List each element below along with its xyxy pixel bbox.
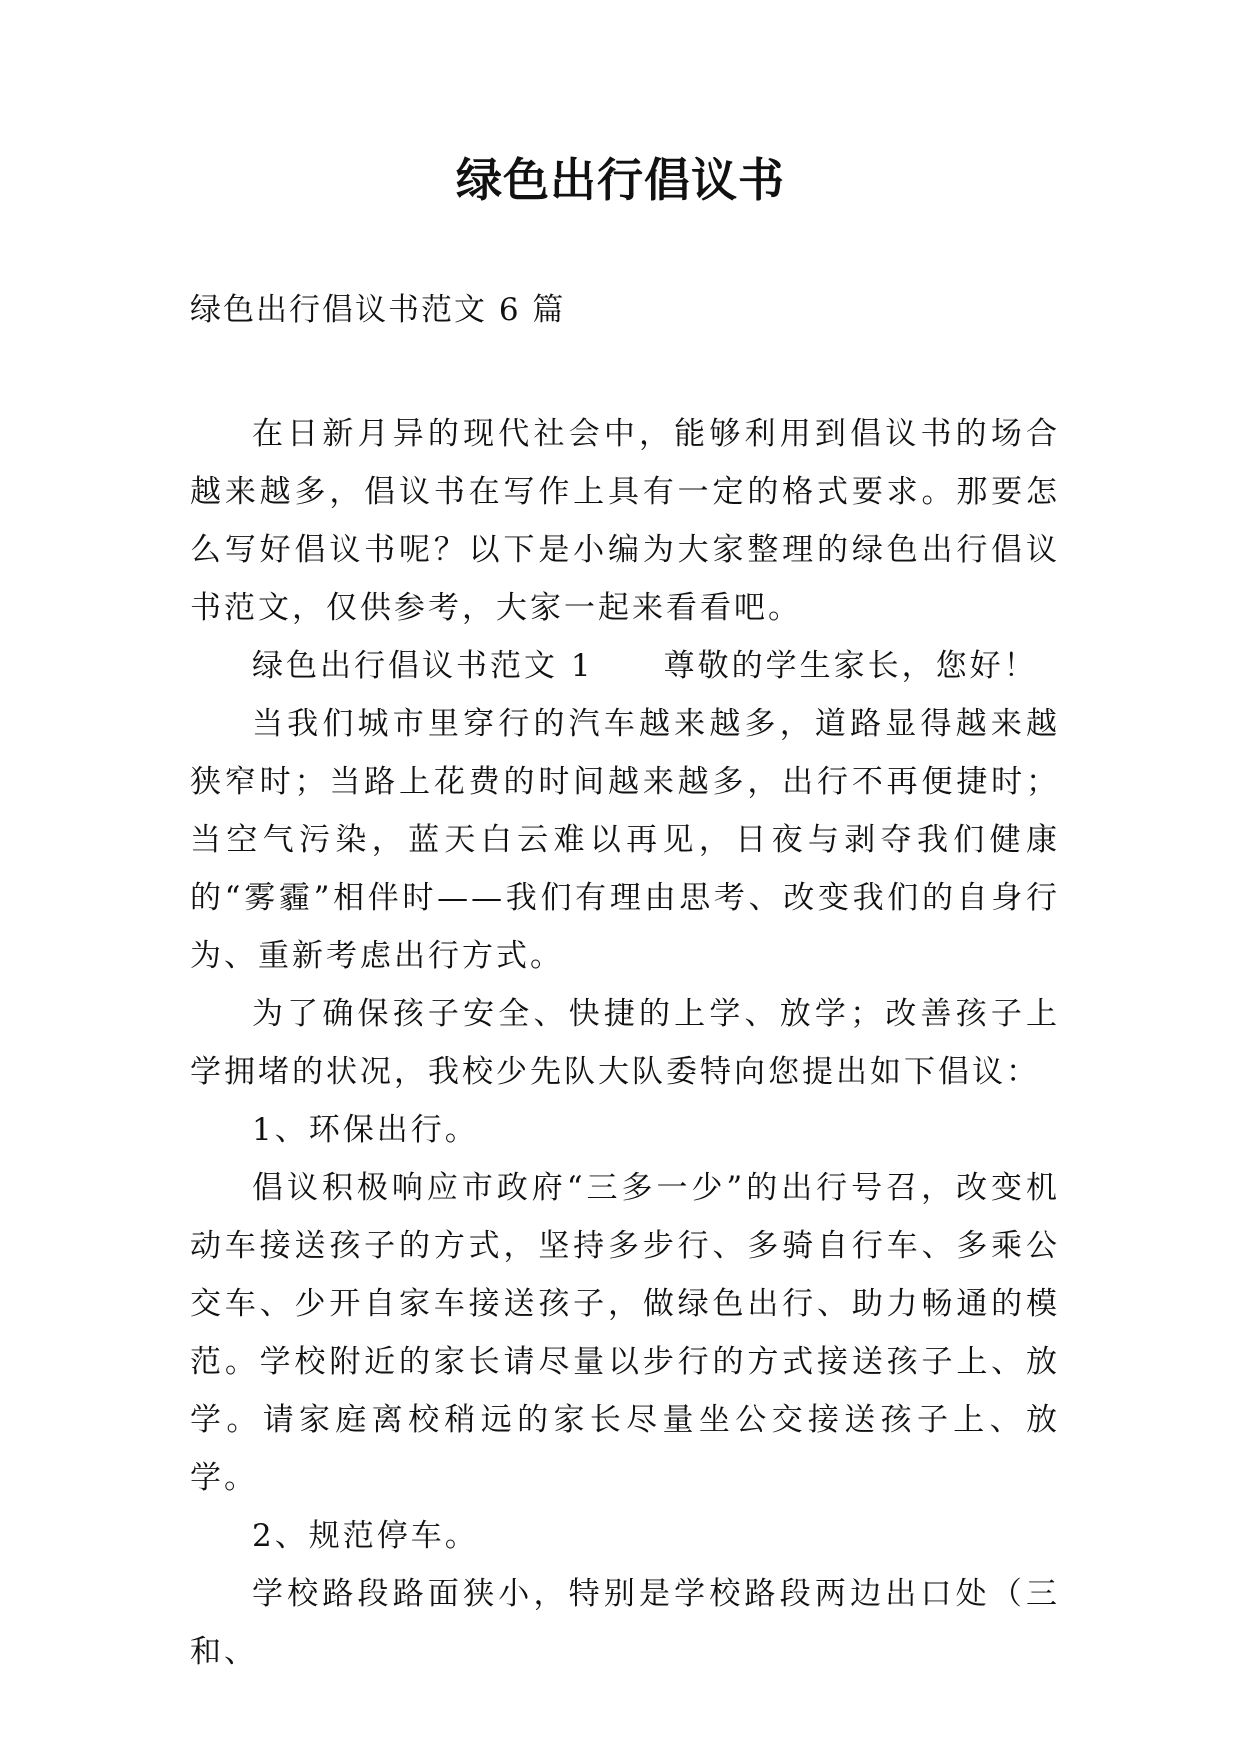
list-item-heading: 2、规范停车。 xyxy=(252,1518,479,1554)
body-paragraph: 学校路段路面狭小，特别是学校路段两边出口处（三和、 xyxy=(190,1576,1060,1670)
document-subtitle: 绿色出行倡议书范文 6 篇 xyxy=(190,292,566,328)
body-paragraph: 为了确保孩子安全、快捷的上学、放学；改善孩子上学拥堵的状况，我校少先队大队委特向您提出如下倡议： xyxy=(190,996,1060,1090)
greeting: 尊敬的学生家长，您好！ xyxy=(663,648,1038,684)
section-heading: 绿色出行倡议书范文 1 xyxy=(252,648,594,684)
body-paragraph: 当我们城市里穿行的汽车越来越多，道路显得越来越狭窄时；当路上花费的时间越来越多，出行不再便捷时；当空气污染，蓝天白云难以再见，日夜与剥夺我们健康的“雾霾”相伴时——我们有理由思考、改变我们的自身行为、重新考虑出行方式。 xyxy=(190,706,1060,974)
list-item-heading: 1、环保出行。 xyxy=(252,1112,479,1148)
document-body xyxy=(190,405,1060,1681)
intro-paragraph: 在日新月异的现代社会中，能够利用到倡议书的场合越来越多，倡议书在写作上具有一定的格式要求。那要怎么写好倡议书呢？以下是小编为大家整理的绿色出行倡议书范文，仅供参考，大家一起来看看吧。 xyxy=(190,416,1060,626)
document-title: 绿色出行倡议书 xyxy=(456,153,785,207)
body-paragraph: 倡议积极响应市政府“三多一少”的出行号召，改变机动车接送孩子的方式，坚持多步行、多骑自行车、多乘公交车、少开自家车接送孩子，做绿色出行、助力畅通的模范。学校附近的家长请尽量以步行的方式接送孩子上、放学。请家庭离校稍远的家长尽量坐公交接送孩子上、放学。 xyxy=(190,1170,1060,1496)
section-heading-line xyxy=(190,637,1060,695)
